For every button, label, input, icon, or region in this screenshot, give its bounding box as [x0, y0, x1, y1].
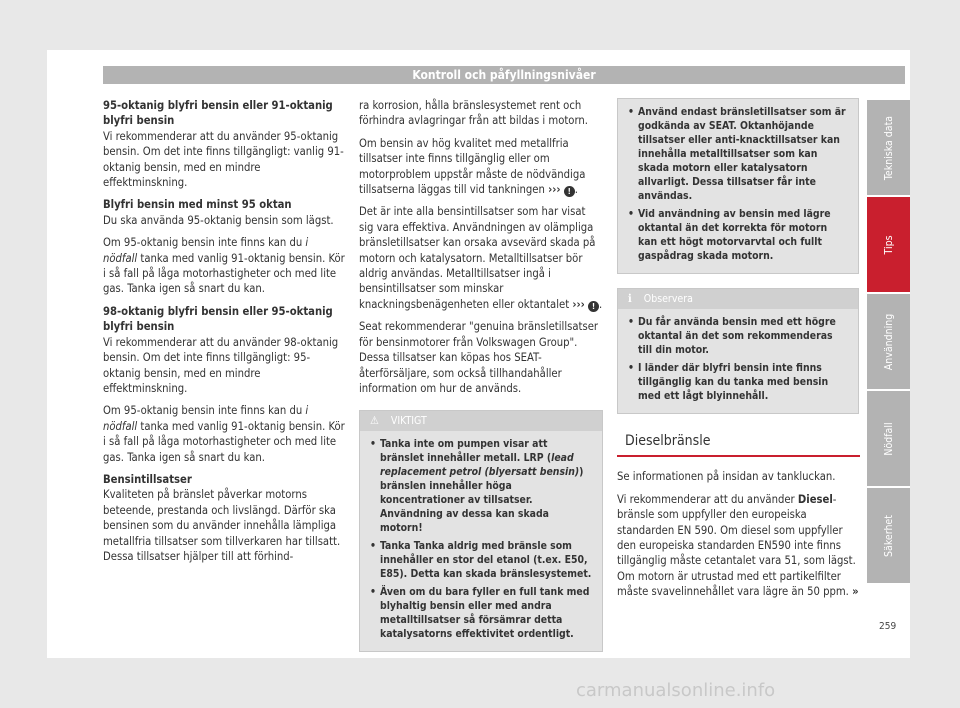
warning-circle-icon: ! — [564, 186, 575, 197]
heading-98-95: 98-oktanig blyfri bensin eller 95-oktanig blyfri bensin — [103, 304, 333, 334]
page-header: Kontroll och påfyllningsnivåer — [103, 66, 905, 84]
tab-nodfall[interactable]: Nödfall — [867, 391, 910, 486]
page — [47, 50, 910, 658]
list-item: • Du får använda bensin med ett högre oktantal än det som rekommenderas till din motor. — [628, 315, 848, 357]
paragraph: Om 95-oktanig bensin inte finns kan du i nödfall tanka med vanlig 91-oktanig bensin. Kör i så fall på låga motorhastigheter och med lite gas. Tanka igen så snart du kan. — [103, 236, 345, 296]
note-list — [618, 309, 858, 413]
list-item: • Använd endast bränsletillsatser som är godkända av SEAT. Oktanhöjande tillsatser eller anti-knacktillsatser kan innehålla metalltillsatser som kan skada motorn eller katalysatorn allvarligt. Dessa tillsatser får inte användas. — [628, 105, 848, 203]
column-2 — [359, 98, 603, 652]
warning-box — [359, 410, 603, 652]
paragraph: Seat rekommenderar "genuina bränsletillsatser för bensinmotorer från Volkswagen Group". Dessa tillsatser kan köpas hos SEAT-återförsäljare, som också tillhandahåller information om hur de används. — [359, 320, 599, 395]
paragraph: Vi rekommenderar att du använder 98-oktanig bensin. Om det inte finns tillgängligt: 95-oktanig bensin, med en mindre effektminskning. — [103, 335, 339, 395]
paragraph: Du ska använda 95-oktanig bensin som lägst. — [103, 213, 334, 227]
tab-sakerhet[interactable]: Säkerhet — [867, 488, 910, 583]
note-box — [617, 288, 859, 414]
list-item: • Vid användning av bensin med lägre oktantal än det korrekta för motorn kan ett högt motorvarvtal och fullt gaspådrag skada motorn. — [628, 207, 848, 263]
tab-anvandning[interactable]: Användning — [867, 294, 910, 389]
list-item: • Även om du bara fyller en full tank med blyhaltig bensin eller med andra metalltillsatser så försämrar detta katalysatorns effektivitet ordentligt. — [370, 585, 592, 641]
note-box-header: ℹ Observera — [618, 289, 858, 309]
reference-arrow-icon: ››› — [572, 297, 585, 311]
paragraph: ra korrosion, hålla bränslesystemet rent och förhindra avlagringar från att bildas i motorn. — [359, 99, 588, 128]
warning-triangle-icon: ⚠ — [370, 414, 379, 428]
tab-tekniska-data[interactable]: Tekniska data — [867, 100, 910, 195]
paragraph: Om bensin av hög kvalitet med metallfria tillsatser inte finns tillgänglig eller om motorproblem uppstår måste de nödvändiga tillsatserna läggas till vid tankningen ››› ! . — [359, 136, 586, 197]
warning-box-continued — [617, 98, 859, 274]
reference-arrow-icon: ››› — [548, 183, 561, 197]
page-number: 259 — [879, 621, 897, 632]
paragraph: Kvaliteten på bränslet påverkar motorns beteende, prestanda och livslängd. Därför ska bensinen som du använder innehålla lämpliga metallfria tillsatser som tillverkaren har tillsatt. Dessa tillsatser hjälper till att förhind- — [103, 488, 341, 563]
warning-box-header: ⚠ VIKTIGT — [360, 411, 602, 431]
paragraph: Det är inte alla bensintillsatser som har visat sig vara effektiva. Användningen av olämpliga bränsletillsatser kan orsaka avsevärd skada på motorn och katalysatorn. Metalltillsatser bör aldrig användas. Metalltillsatser ingå i bensintillsatser som minskar knackningsbenägenheten eller oktantalet ››› ! . — [359, 205, 603, 311]
column-1 — [103, 98, 345, 571]
paragraph: Om 95-oktanig bensin inte finns kan du i nödfall tanka med vanlig 91-oktanig bensin. Kör i så fall på låga motorhastigheter och med lite gas. Tanka igen så snart du kan. — [103, 404, 345, 464]
chapter-tabs — [867, 100, 910, 585]
watermark: carmanualsonline.info — [576, 680, 776, 701]
paragraph: Se informationen på insidan av tankluckan. — [617, 470, 836, 484]
list-item: • Tanka Tanka aldrig med bränsle som innehåller en stor del etanol (t.ex. E50, E85). Detta kan skada bränslesystemet. — [370, 539, 592, 581]
continue-arrow-icon: » — [852, 585, 859, 599]
paragraph: Vi rekommenderar att du använder Diesel-bränsle som uppfyller den europeiska standarden EN 590. Om diesel som uppfyller den europeiska standarden EN590 inte finns tillgänglig måste cetantalet vara 51, som lägst. Om motorn är utrustad med ett partikelfilter måste svavelinnehållet vara lägre än 50 ppm. » — [617, 492, 859, 599]
section-title-dieselbransle: Dieselbränsle — [617, 434, 860, 457]
list-item: • Tanka inte om pumpen visar att bränslet innehåller metall. LRP (lead replacement petrol (blyersatt bensin)) bränslen innehåller höga koncentrationer av tillsatser. Användning av dessa kan skada motorn! — [370, 437, 592, 535]
tab-tips[interactable]: Tips — [867, 197, 910, 292]
warning-circle-icon: ! — [588, 301, 599, 312]
info-icon: ℹ — [628, 292, 632, 305]
heading-min-95: Blyfri bensin med minst 95 oktan — [103, 198, 292, 212]
warning-list — [618, 99, 858, 273]
paragraph: Vi rekommenderar att du använder 95-oktanig bensin. Om det inte finns tillgängligt: vanlig 91-oktanig bensin, med en mindre effektminskning. — [103, 129, 344, 190]
heading-95-91: 95-oktanig blyfri bensin eller 91-oktanig blyfri bensin — [103, 99, 333, 128]
warning-list — [360, 431, 602, 651]
heading-bensintillsatser: Bensintillsatser — [103, 472, 192, 486]
column-3 — [617, 98, 859, 607]
list-item: • I länder där blyfri bensin inte finns tillgänglig kan du tanka med bensin med ett lågt blyinnehåll. — [628, 361, 848, 403]
